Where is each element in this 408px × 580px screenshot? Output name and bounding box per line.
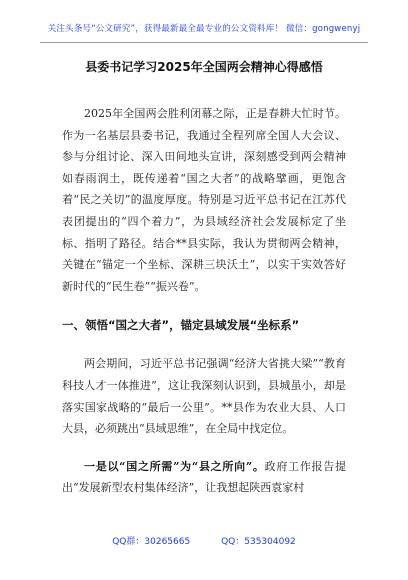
paragraph-point1: [62, 456, 346, 499]
section-heading-1: 一、领悟“国之大者”，锚定县域发展“坐标系”: [62, 318, 300, 333]
footer-contact: [0, 534, 408, 547]
point1-text: 政府工作报告提出“发展新型农村集体经济”，让我想起陕西袁家村: [62, 459, 347, 495]
paragraph-section1: 两会期间，习近平总书记强调“经济大省挑大梁”“教育科技人才一体推进”，这让我深刻认识到，县城虽小，却是落实国家战略的“最后一公里”。**县作为农业大县、人口大县，必须跳出“县域思维”，在全局中找定位。: [62, 357, 346, 436]
document-body: [62, 103, 346, 499]
footer-qq: QQ：535304092: [221, 537, 296, 547]
footer-qq-group: QQ群：30265665: [112, 537, 191, 547]
header-promo-note: 关注头条号“公文研究”，获得最新最全最专业的公文资料库！ 微信：gongwenyj: [47, 24, 361, 34]
point1-lead: 一是以“国之所需”为“县之所向”。: [84, 459, 265, 473]
header-divider: [40, 42, 368, 43]
document-title: 县委书记学习2025年全国两会精神心得感悟: [85, 60, 323, 74]
paragraph-intro: 2025年全国两会胜利闭幕之际，正是春耕大忙时节。作为一名基层县委书记，我通过全程列席全国人大会议、参与分组讨论、深入田间地头宣讲，深刻感受到两会精神如春雨润土，既传递着“国之大者”的战略擘画，更饱含着“民之关切”的温度厚度。特别是习近平总书记在江苏代表团提出的“四个着力”，为县域经济社会发展标定了坐标、指明了路径。结合**县实际，我认为贯彻两会精神，关键在“锚定一个坐标、深耕三块沃土”，以实干实效答好新时代的“民生卷”“振兴卷”。: [62, 107, 346, 293]
